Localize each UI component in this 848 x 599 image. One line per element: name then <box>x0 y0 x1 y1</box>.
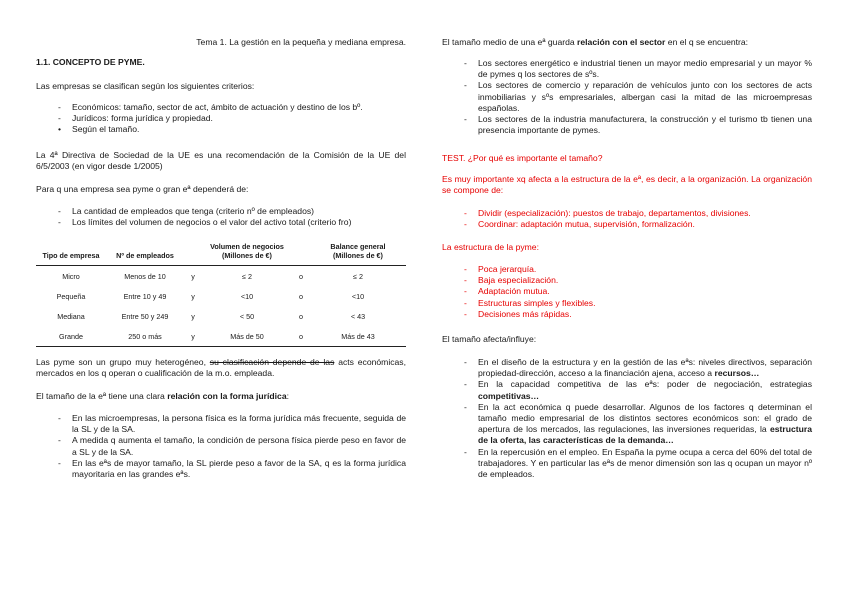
cell-volume: Más de 50 <box>230 331 264 341</box>
list-item: - Baja especialización. <box>442 275 812 286</box>
list-item: - En las eªs de mayor tamaño, la SL pierde peso a favor de la SA, q es la forma jurídica mayoritaria en las grandes eªs. <box>36 458 406 480</box>
list-item: - En el diseño de la estructura y en la gestión de las eªs: niveles directivos, separación propiedad-dirección, acceso a la financiación ajena, acceso a recursos… <box>442 357 812 379</box>
table-row <box>36 326 406 347</box>
organization-list <box>442 208 812 230</box>
criteria-list <box>36 102 406 136</box>
directive-paragraph: La 4ª Directiva de Sociedad de la UE es una recomendación de la Comisión de la UE del 6/5/2003 (en vigor desde 1/2005) <box>36 150 406 172</box>
list-item: - En la repercusión en el empleo. En España la pyme ocupa a cerca del 60% del total de trabajadores. Y en particular las eªs de menor dimensión son las q ocupan un mayor nº de empleados. <box>442 447 812 481</box>
cell-balance: <10 <box>351 291 365 301</box>
cell-volume: ≤ 2 <box>242 271 252 281</box>
header-type: Tipo de empresa <box>42 251 100 260</box>
test-question: TEST. ¿Por qué es importante el tamaño? <box>442 153 603 163</box>
cell-op: y <box>191 271 195 281</box>
list-item: - Poca jerarquía. <box>442 264 812 275</box>
cell-type: Pequeña <box>56 291 86 301</box>
cell-employees: Entre 10 y 49 <box>123 291 167 301</box>
header-employees: Nº de empleados <box>116 251 174 260</box>
list-item: - Económicos: tamaño, sector de act, ámbito de actuación y destino de los bº. <box>36 102 406 113</box>
influence-title: El tamaño afecta/influye: <box>442 334 537 344</box>
list-item: - Los sectores de comercio y reparación de vehículos junto con los sectores de acts inmobiliarias y sºs empresariales, albergan casi la mitad de las microempresas españolas. <box>442 80 812 114</box>
list-item: - Decisiones más rápidas. <box>442 309 812 320</box>
pyme-classification-table <box>36 242 406 347</box>
influence-list <box>442 357 812 480</box>
heterogeneous-paragraph <box>36 357 406 379</box>
sector-paragraph <box>442 37 748 48</box>
cell-volume: < 50 <box>239 311 255 321</box>
cell-op: y <box>191 331 195 341</box>
criteria-intro: Las empresas se clasifican según los siguientes criterios: <box>36 81 255 91</box>
list-item: - La cantidad de empleados que tenga (criterio nº de empleados) <box>36 206 406 217</box>
list-item: • Según el tamaño. <box>36 124 406 135</box>
cell-employees: Entre 50 y 249 <box>121 311 169 321</box>
heterogeneous-end: acts económicas, mercados en los q operan o cualificación de la m.o. empleada. <box>36 357 406 379</box>
legal-form-paragraph <box>36 391 289 402</box>
list-item: - Coordinar: adaptación mutua, supervisión, formalización. <box>442 219 812 230</box>
cell-employees: Menos de 10 <box>124 271 166 281</box>
table-row <box>36 306 406 326</box>
pyme-structure-title: La estructura de la pyme: <box>442 242 539 252</box>
list-item: - A medida q aumenta el tamaño, la condición de persona física pierde peso en favor de a SL y de la SA. <box>36 435 406 457</box>
sector-end: en el q se encuentra: <box>667 37 749 47</box>
heterogeneous-start: Las pyme son un grupo muy heterogéneo, <box>36 357 206 367</box>
legal-form-bold: relación con la forma jurídica <box>167 391 287 401</box>
heterogeneous-strikethrough: su clasificación depende de las <box>209 357 335 367</box>
list-item: - Los límites del volumen de negocios o el valor del activo total (criterio fro) <box>36 217 406 228</box>
cell-balance: Más de 43 <box>341 331 375 341</box>
cell-op: o <box>299 291 303 301</box>
section-title: 1.1. CONCEPTO DE PYME. <box>36 57 145 67</box>
cell-op: y <box>191 291 195 301</box>
legal-form-colon: : <box>286 391 290 401</box>
legal-form-list <box>36 413 406 480</box>
header-balance <box>310 242 406 266</box>
document-header-title: Tema 1. La gestión en la pequeña y mediana empresa. <box>196 37 406 47</box>
pyme-structure-list <box>442 264 812 320</box>
cell-balance: ≤ 2 <box>353 271 363 281</box>
list-item: - Dividir (especialización): puestos de trabajo, departamentos, divisiones. <box>442 208 812 219</box>
cell-employees: 250 o más <box>128 331 162 341</box>
cell-op: y <box>191 311 195 321</box>
test-answer: Es muy importante xq afecta a la estructura de la eª, es decir, a la organización. La organización se compone de: <box>442 174 812 196</box>
sector-bold: relación con el sector <box>577 37 666 47</box>
cell-op: o <box>299 311 303 321</box>
list-item: - En las microempresas, la persona física es la forma jurídica más frecuente, seguida de la SL y de la SA. <box>36 413 406 435</box>
list-item: - Estructuras simples y flexibles. <box>442 298 812 309</box>
header-volume <box>202 242 292 266</box>
header-balance-unit: (Millones de €) <box>333 251 383 260</box>
depends-list <box>36 206 406 228</box>
table-row <box>36 286 406 306</box>
cell-volume: <10 <box>240 291 254 301</box>
header-volume-unit: (Millones de €) <box>222 251 272 260</box>
table-header-row <box>36 242 406 266</box>
cell-op: o <box>299 271 303 281</box>
sector-list <box>442 58 812 136</box>
list-item: - En la capacidad competitiva de las eªs: poder de negociación, estrategias competitivas… <box>442 379 812 401</box>
cell-type: Micro <box>62 271 80 281</box>
cell-balance: < 43 <box>350 311 366 321</box>
table-row <box>36 266 406 287</box>
cell-op: o <box>299 331 303 341</box>
list-item: - Adaptación mutua. <box>442 286 812 297</box>
header-balance-label: Balance general <box>330 242 386 251</box>
list-item: - En la act económica q puede desarrollar. Algunos de los factores q determinan el tamaño medio empresarial de los distintos sectores económicos son: el grado de apertura de los mercados, las regulaciones, las inversiones requeridas, la estructura de la oferta, las características de la demanda… <box>442 402 812 447</box>
depends-paragraph: Para q una empresa sea pyme o gran eª dependerá de: <box>36 184 249 194</box>
legal-form-lead: El tamaño de la eª tiene una clara <box>36 391 165 401</box>
list-item: - Los sectores energético e industrial tienen un mayor medio empresarial y un mayor % de pymes q los sectores de sºs. <box>442 58 812 80</box>
header-volume-label: Volumen de negocios <box>210 242 284 251</box>
cell-type: Mediana <box>57 311 85 321</box>
cell-type: Grande <box>59 331 83 341</box>
list-item: - Los sectores de la industria manufacturera, la construcción y el turismo tb tienen una presencia importante de pymes. <box>442 114 812 136</box>
list-item: - Jurídicos: forma jurídica y propiedad. <box>36 113 406 124</box>
sector-lead: El tamaño medio de una eª guarda <box>442 37 575 47</box>
